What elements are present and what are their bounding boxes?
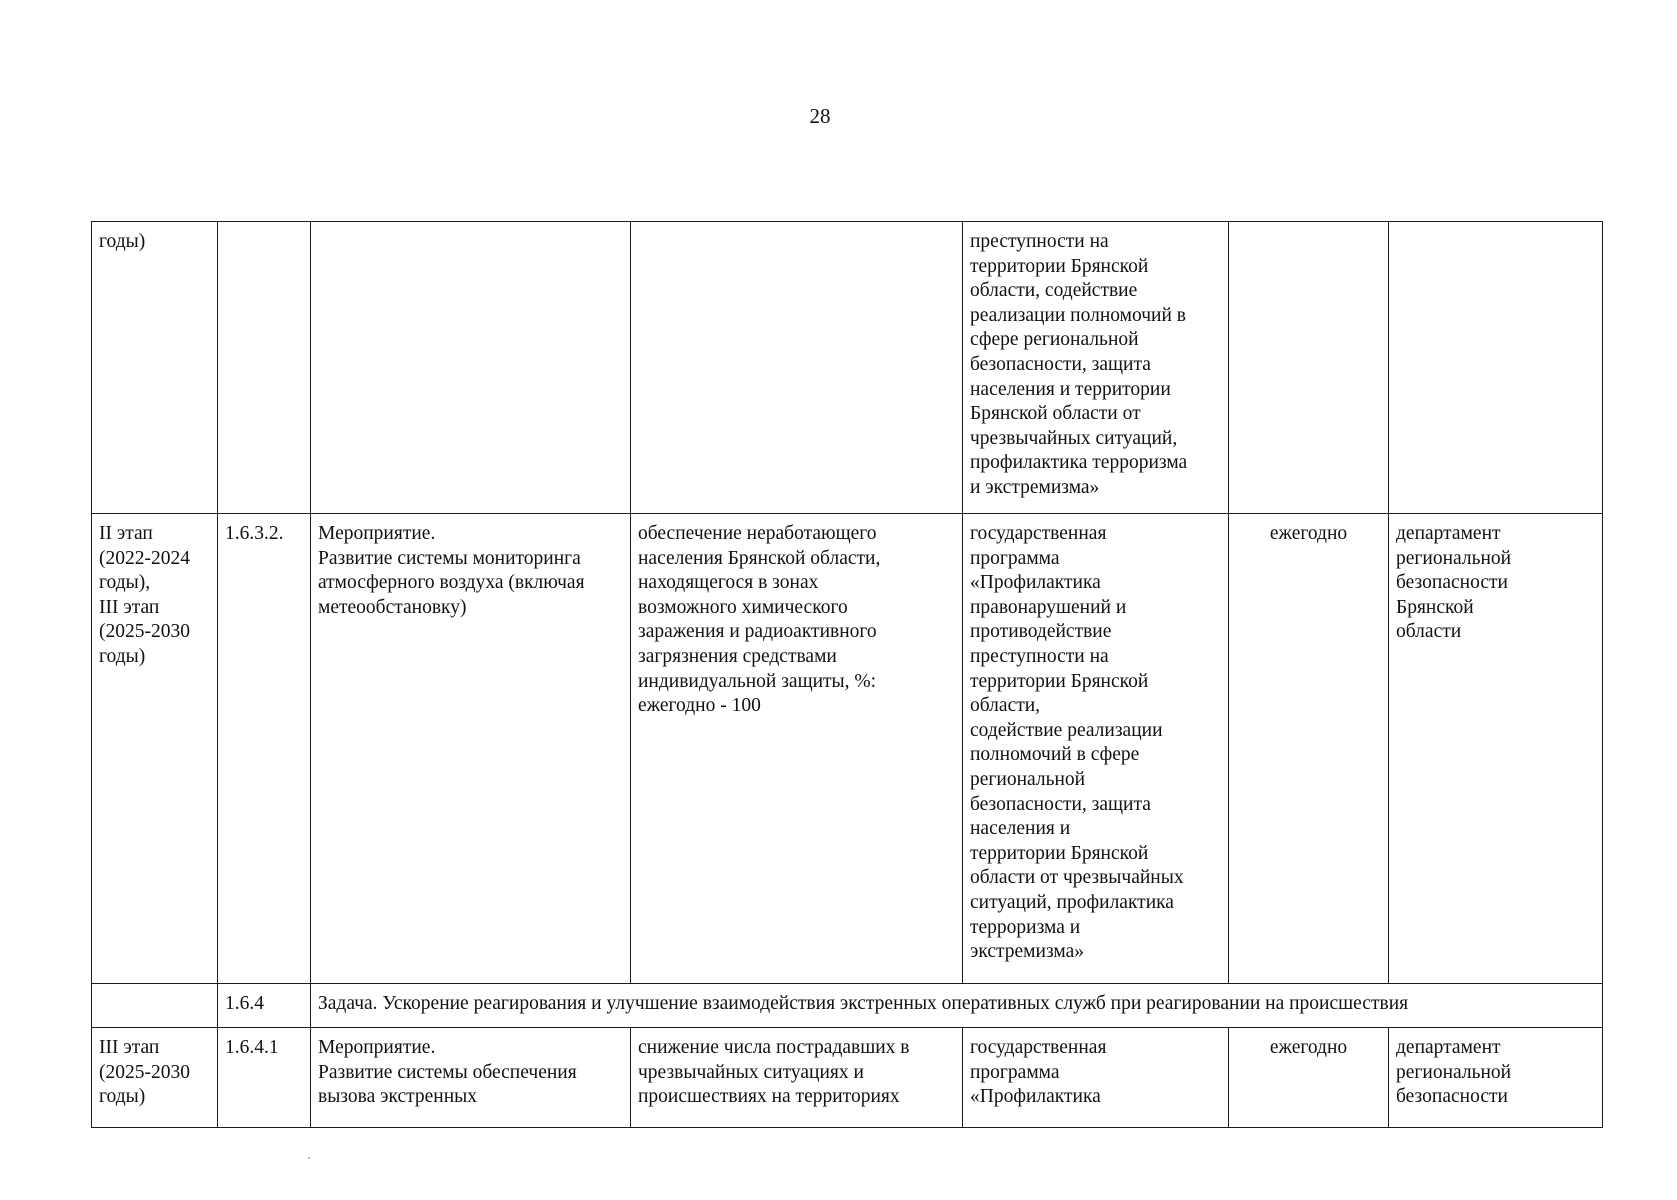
cell-responsible	[1389, 222, 1603, 514]
cell-stage: III этап (2025-2030 годы)	[92, 1028, 218, 1128]
cell-period: ежегодно	[1229, 514, 1389, 984]
cell-program: преступности на территории Брянской области, содействие реализации полномочий в сфере региональной безопасности, защита населения и территории Брянской области от чрезвычайных ситуаций, профилактика терроризма и экстремизма»	[963, 222, 1229, 514]
table-row-task-1-6-4	[92, 984, 1603, 1028]
page-number: 28	[809, 104, 831, 128]
cell-measure	[311, 222, 631, 514]
cell-responsible: департамент региональной безопасности	[1389, 1028, 1603, 1128]
scan-artifact	[308, 1157, 310, 1159]
program-measures-table	[91, 221, 1603, 1128]
table-row-1-6-4-1	[92, 1028, 1603, 1128]
cell-stage: II этап (2022-2024 годы), III этап (2025-2030 годы)	[92, 514, 218, 984]
cell-code: 1.6.4.1	[218, 1028, 311, 1128]
cell-period: ежегодно	[1229, 1028, 1389, 1128]
table-row-1-6-3-2	[92, 514, 1603, 984]
cell-result: обеспечение неработающего населения Брянской области, находящегося в зонах возможного химического заражения и радиоактивного загрязнения средствами индивидуальной защиты, %: ежегодно - 100	[631, 514, 963, 984]
cell-code: 1.6.3.2.	[218, 514, 311, 984]
cell-program: государственная программа «Профилактика	[963, 1028, 1229, 1128]
cell-result	[631, 222, 963, 514]
cell-stage	[92, 984, 218, 1028]
table-row-continuation	[92, 222, 1603, 514]
cell-responsible: департамент региональной безопасности Брянской области	[1389, 514, 1603, 984]
cell-code: 1.6.4	[218, 984, 311, 1028]
cell-stage: годы)	[92, 222, 218, 514]
cell-code	[218, 222, 311, 514]
cell-task-text: Задача. Ускорение реагирования и улучшение взаимодействия экстренных оперативных служб при реагировании на происшествия	[311, 984, 1603, 1028]
cell-measure: Мероприятие. Развитие системы обеспечения вызова экстренных	[311, 1028, 631, 1128]
cell-measure: Мероприятие. Развитие системы мониторинга атмосферного воздуха (включая метеообстановку)	[311, 514, 631, 984]
cell-program: государственная программа «Профилактика правонарушений и противодействие преступности на территории Брянской области, содействие реализации полномочий в сфере региональной безопасности, защита населения и территории Брянской области от чрезвычайных ситуаций, профилактика терроризма и экстремизма»	[963, 514, 1229, 984]
cell-period	[1229, 222, 1389, 514]
cell-result: снижение числа пострадавших в чрезвычайных ситуациях и происшествиях на территориях	[631, 1028, 963, 1128]
